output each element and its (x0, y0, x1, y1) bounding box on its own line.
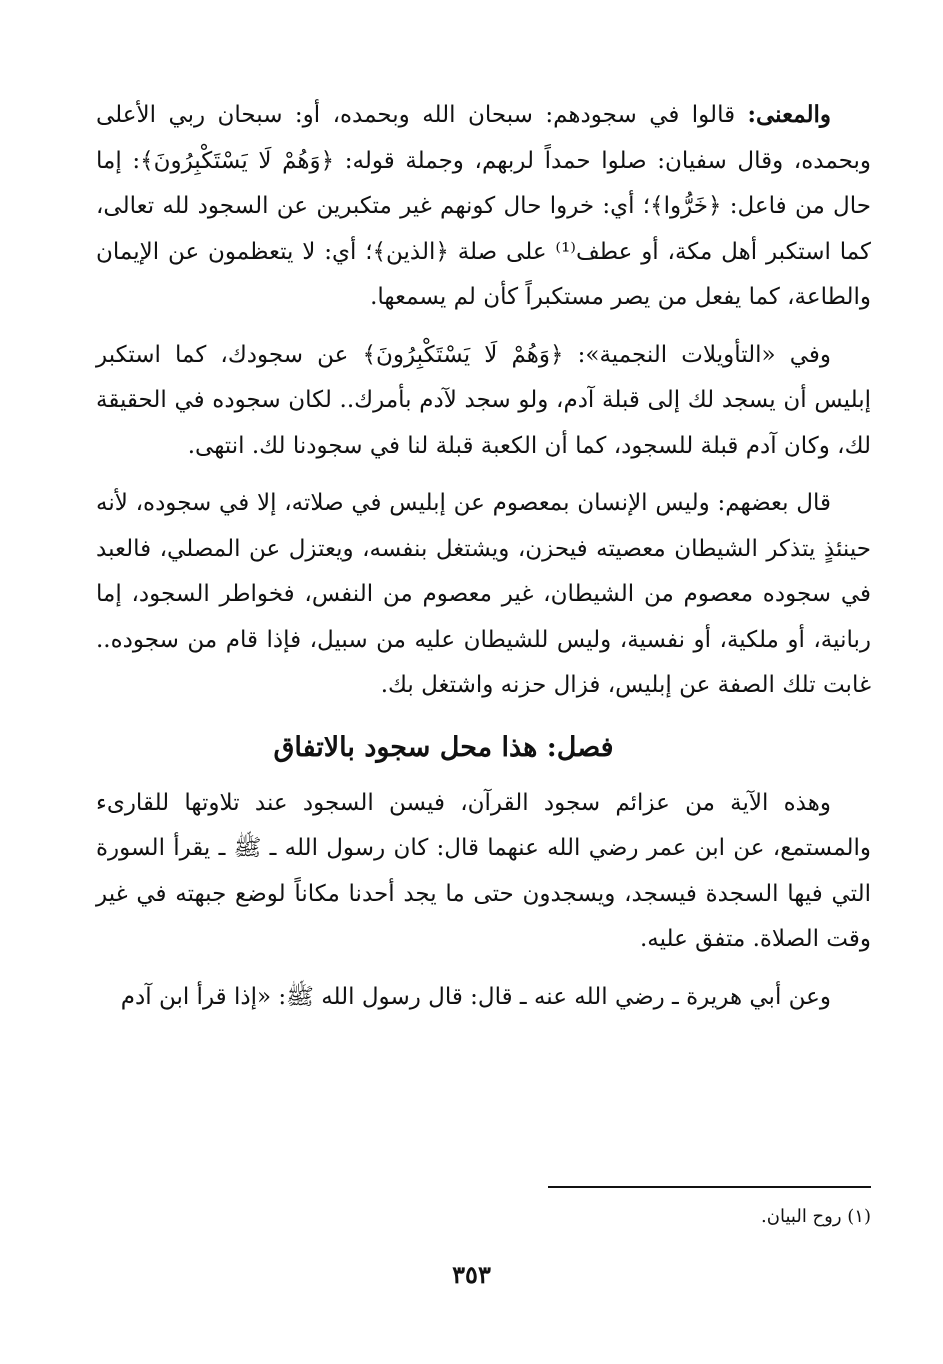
paragraph-tawilat (96, 333, 871, 470)
paragraph-text: وفي «التأويلات النجمية»: ﴿وَهُمْ لَا يَسْتَكْبِرُونَ﴾ عن سجودك، كما استكبر إبليس أن يسجد لك إلى قبلة آدم، ولو سجد لآدم بأمرك.. لكان سجوده في الحقيقة لك، وكان آدم قبلة للسجود، كما أن الكعبة قبلة لنا في سجودنا لك. انتهى. (96, 341, 871, 459)
paragraph-some-said (96, 481, 871, 709)
footnote: (١) روح البيان. (761, 1206, 871, 1227)
paragraph-lead: والمعنى: (747, 101, 831, 128)
paragraph-text: قال بعضهم: وليس الإنسان بمعصوم عن إبليس في صلاته، إلا في سجوده، لأنه حينئذٍ يتذكر الشيطان معصيته فيحزن، ويشتغل بنفسه، ويعتزل عن المصلي، فالعبد في سجوده معصوم من الشيطان، غير معصوم من النفس، فخواطر السجود، إما ربانية، أو ملكية، أو نفسية، وليس للشيطان عليه من سبيل، فإذا قام من سجوده.. غابت تلك الصفة عن إبليس، فزال حزنه واشتغل بك. (96, 490, 871, 698)
page-body (96, 92, 871, 1020)
paragraph-hadith-start: وعن أبي هريرة ـ رضي الله عنه ـ قال: قال رسول الله ﷺ: «إذا قرأ ابن آدم (120, 983, 831, 1010)
paragraph-sujud-rule: وهذه الآية من عزائم سجود القرآن، فيسن السجود عند تلاوتها للقارىء والمستمع، عن ابن عمر رضي الله عنهما قال: كان رسول الله ـ ﷺ ـ يقرأ السورة التي فيها السجدة فيسجد، ويسجدون حتى ما يجد أحدنا مكاناً لوضع جبهته في غير وقت الصلاة. متفق عليه. (96, 789, 871, 952)
section-heading: فصل: هذا محل سجود بالاتفاق (273, 731, 614, 763)
page-number: ٣٥٣ (452, 1260, 491, 1289)
footnote-divider (548, 1186, 871, 1188)
paragraph-text: قالوا في سجودهم: سبحان الله وبحمده، أو: سبحان ربي الأعلى وبحمده، وقال سفيان: صلوا حمداً لربهم، وجملة قوله: ﴿وَهُمْ لَا يَسْتَكْبِرُونَ﴾: إما حال من فاعل: ﴿خَرُّوا﴾؛ أي: خروا حال كونهم غير متكبرين عن السجود لله تعالى، كما استكبر أهل مكة، أو عطف⁽¹⁾ على صلة ﴿الذين﴾؛ أي: لا يتعظمون عن الإيمان والطاعة، كما يفعل من يصر مستكبراً كأن لم يسمعها. (96, 102, 871, 310)
paragraph-meaning (96, 92, 871, 321)
